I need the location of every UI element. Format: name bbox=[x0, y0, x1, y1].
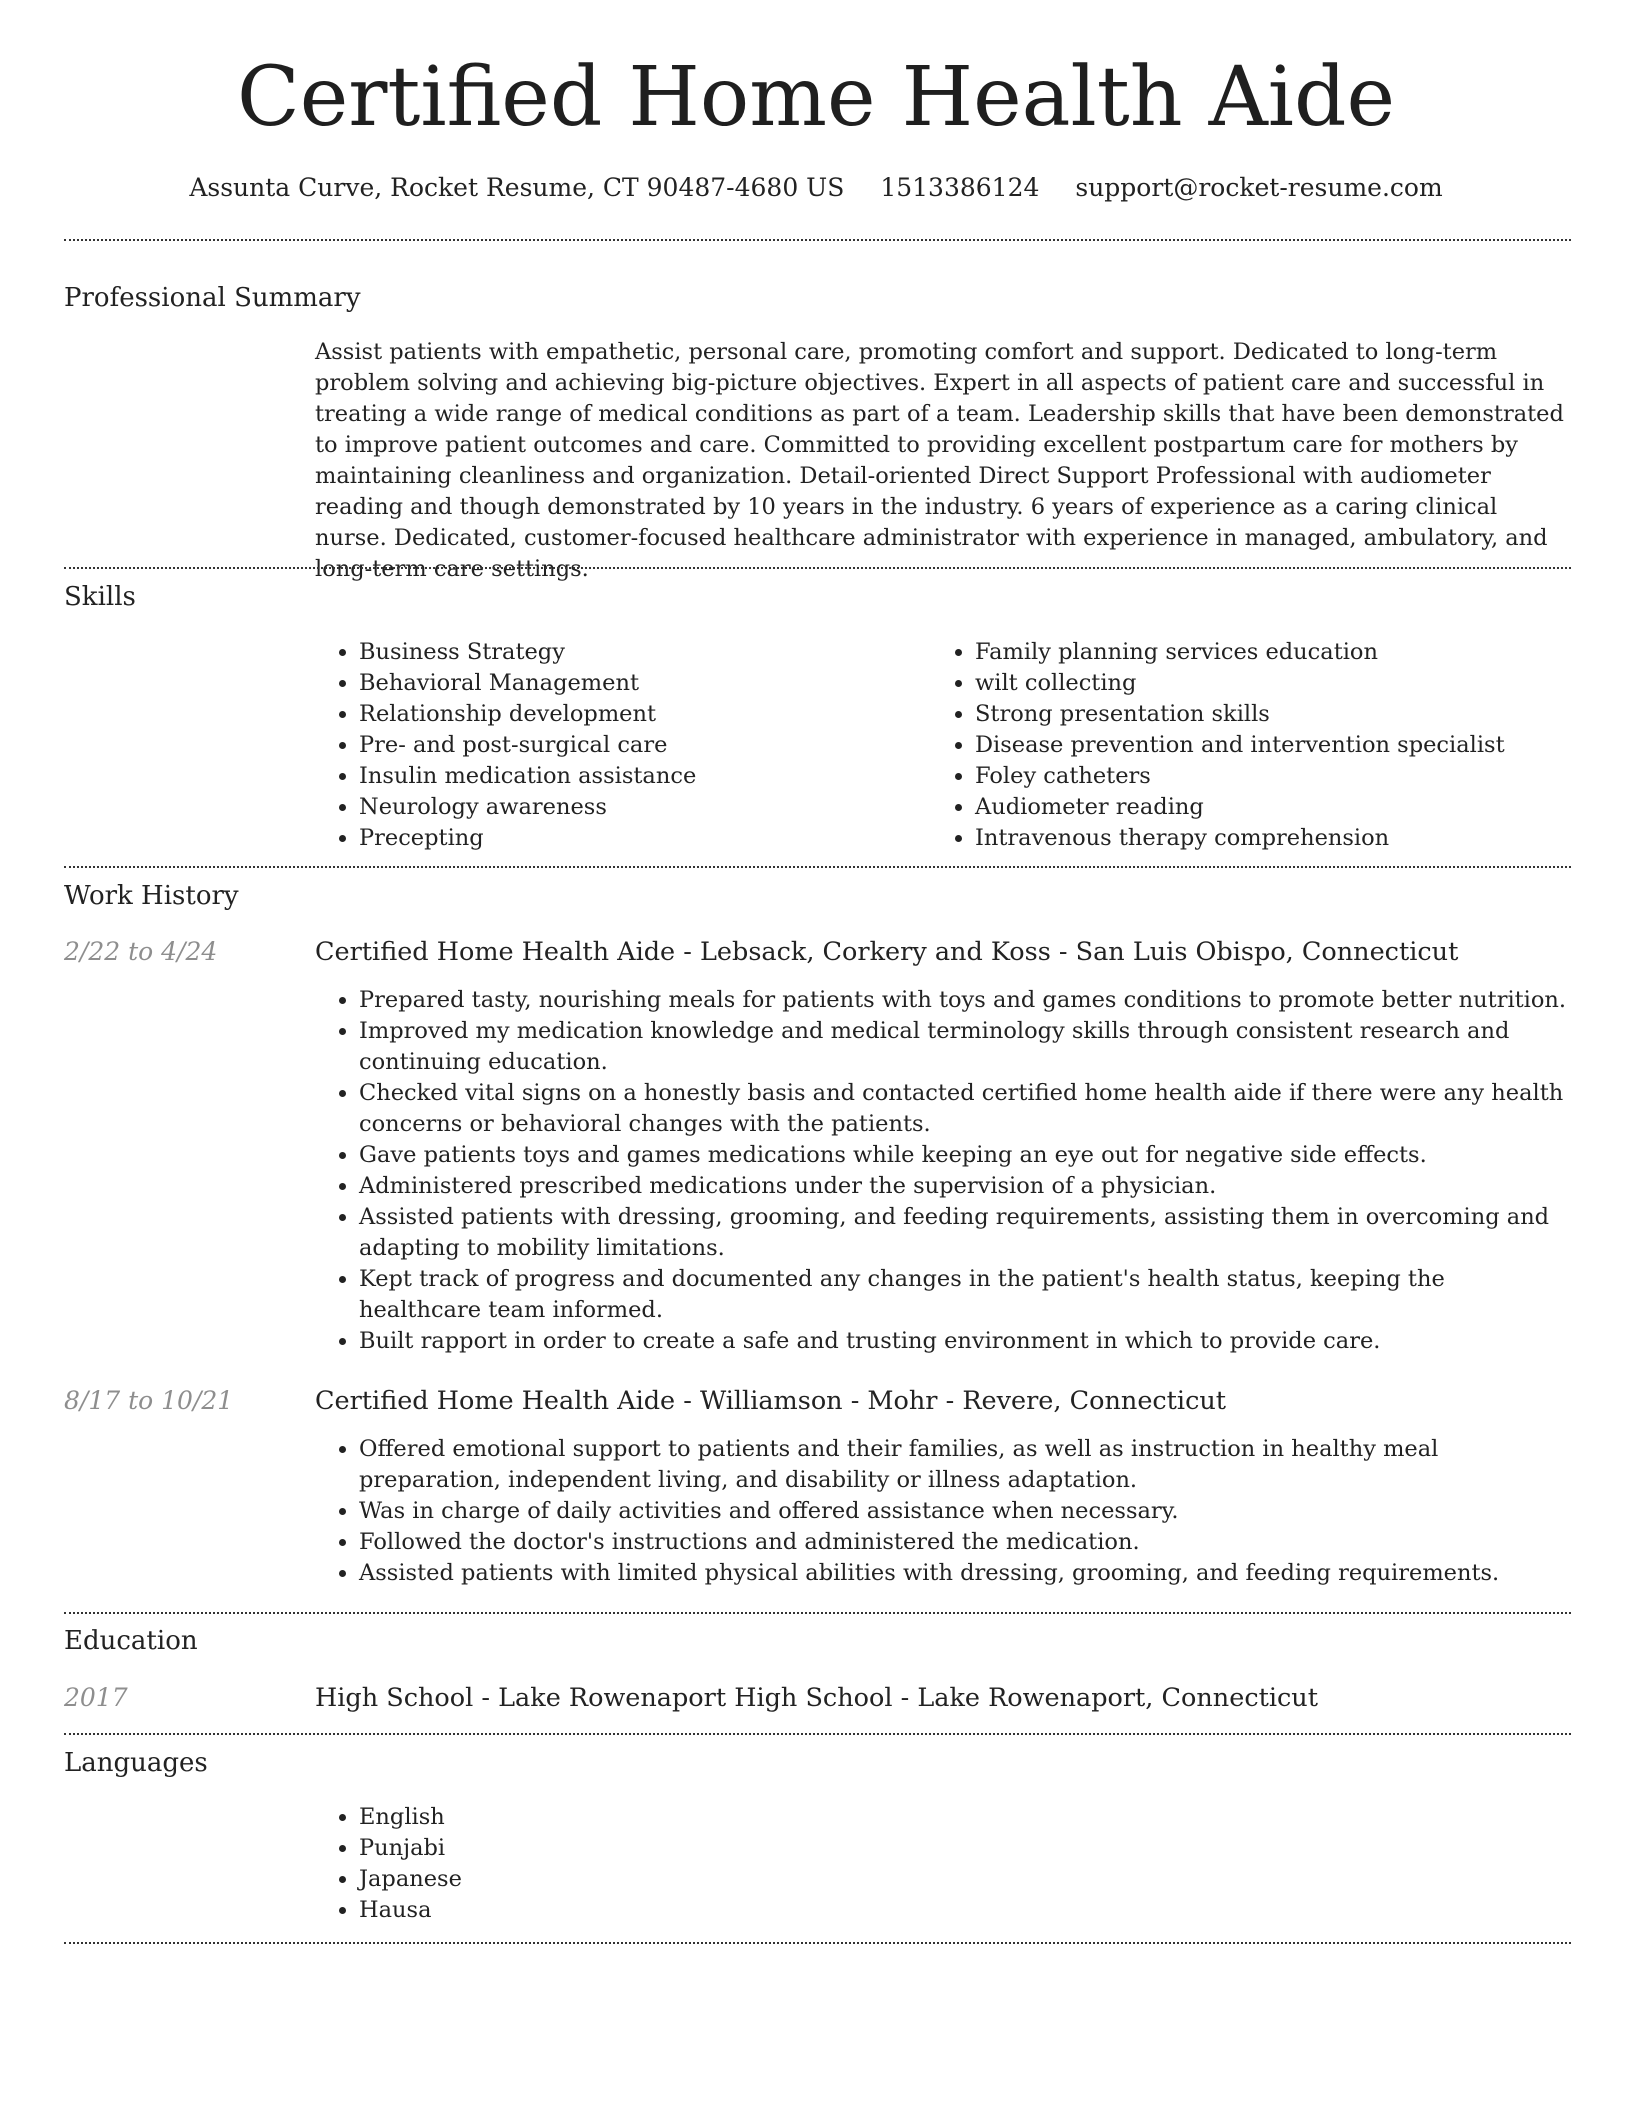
job-duty-item: • Followed the doctor's instructions and administered the medication. bbox=[359, 1527, 1571, 1558]
job-duties bbox=[315, 985, 1571, 1357]
contact-email: support@rocket-resume.com bbox=[1075, 173, 1443, 202]
education-heading: Education bbox=[64, 1626, 198, 1656]
job-heading: Certified Home Health Aide - Lebsack, Corkery and Koss - San Luis Obispo, Connecticut bbox=[315, 937, 1459, 967]
section-divider bbox=[64, 567, 1571, 569]
education-entry: High School - Lake Rowenaport High School - Lake Rowenaport, Connecticut bbox=[315, 1683, 1318, 1713]
language-item: • Hausa bbox=[359, 1895, 1571, 1926]
skill-item: • Strong presentation skills bbox=[975, 699, 1571, 730]
job-duty-item: • Prepared tasty, nourishing meals for patients with toys and games conditions to promote better nutrition. bbox=[359, 985, 1571, 1016]
job-heading: Certified Home Health Aide - Williamson - Mohr - Revere, Connecticut bbox=[315, 1386, 1227, 1416]
skill-item: • Family planning services education bbox=[975, 637, 1571, 668]
job-dates: 8/17 to 10/21 bbox=[64, 1386, 234, 1415]
skill-item: • Intravenous therapy comprehension bbox=[975, 823, 1571, 854]
candidate-title: Certified Home Health Aide bbox=[236, 50, 1396, 145]
skill-item: • Business Strategy bbox=[359, 637, 915, 668]
skill-item: • Neurology awareness bbox=[359, 792, 915, 823]
education-year: 2017 bbox=[64, 1683, 128, 1712]
section-divider bbox=[64, 1612, 1571, 1614]
job-duty-item: • Gave patients toys and games medications while keeping an eye out for negative side effects. bbox=[359, 1140, 1571, 1171]
job-duty-item: • Built rapport in order to create a safe and trusting environment in which to provide care. bbox=[359, 1326, 1571, 1357]
skills-heading: Skills bbox=[64, 582, 136, 612]
section-divider bbox=[64, 1733, 1571, 1735]
languages-heading: Languages bbox=[64, 1748, 208, 1778]
job-duties bbox=[315, 1434, 1571, 1589]
job-duty-item: • Assisted patients with limited physical abilities with dressing, grooming, and feeding requirements. bbox=[359, 1558, 1571, 1589]
summary-body bbox=[315, 337, 1571, 585]
language-item: • English bbox=[359, 1802, 1571, 1833]
job-duty-item: • Administered prescribed medications under the supervision of a physician. bbox=[359, 1171, 1571, 1202]
language-item: • Japanese bbox=[359, 1864, 1571, 1895]
contact-address: Assunta Curve, Rocket Resume, CT 90487-4680 US bbox=[189, 173, 845, 202]
job-duty-item: • Kept track of progress and documented any changes in the patient's health status, keeping the healthcare team informed. bbox=[359, 1264, 1571, 1326]
job-dates: 2/22 to 4/24 bbox=[64, 937, 218, 966]
skill-item: • Pre- and post-surgical care bbox=[359, 730, 915, 761]
section-divider bbox=[64, 866, 1571, 868]
contact-phone: 1513386124 bbox=[880, 173, 1040, 202]
job-duty-item: • Improved my medication knowledge and medical terminology skills through consistent research and continuing education. bbox=[359, 1016, 1571, 1078]
section-divider bbox=[64, 239, 1571, 241]
job-duty-item: • Offered emotional support to patients and their families, as well as instruction in healthy meal preparation, independent living, and disability or illness adaptation. bbox=[359, 1434, 1571, 1496]
work-history-heading: Work History bbox=[64, 881, 239, 911]
job-duty-item: • Was in charge of daily activities and offered assistance when necessary. bbox=[359, 1496, 1571, 1527]
skill-item: • Foley catheters bbox=[975, 761, 1571, 792]
language-item: • Punjabi bbox=[359, 1833, 1571, 1864]
job-duty-item: • Checked vital signs on a honestly basis and contacted certified home health aide if there were any health concerns or behavioral changes with the patients. bbox=[359, 1078, 1571, 1140]
section-divider bbox=[64, 1942, 1571, 1944]
skill-item: • Disease prevention and intervention specialist bbox=[975, 730, 1571, 761]
contact-line bbox=[0, 170, 1632, 206]
skills-column-left bbox=[315, 637, 915, 854]
skill-item: • Relationship development bbox=[359, 699, 915, 730]
skills-column-right bbox=[931, 637, 1571, 854]
skill-item: • wilt collecting bbox=[975, 668, 1571, 699]
summary-heading: Professional Summary bbox=[64, 283, 361, 313]
skill-item: • Behavioral Management bbox=[359, 668, 915, 699]
summary-text: Assist patients with empathetic, personal care, promoting comfort and support. Dedicated to long-term problem solving and achieving big-picture objectives. Expert in all aspects of patient care and successful in treating a wide range of medical conditions as part of a team. Leadership skills that have been demonstrated to improve patient outcomes and care. Committed to providing excellent postpartum care for mothers by maintaining cleanliness and organization. Detail-oriented Direct Support Professional with audiometer reading and though demonstrated by 10 years in the industry. 6 years of experience as a caring clinical nurse. Dedicated, customer-focused healthcare administrator with experience in managed, ambulatory, and long-term care settings. bbox=[315, 339, 1564, 582]
skill-item: • Audiometer reading bbox=[975, 792, 1571, 823]
languages-list bbox=[315, 1802, 1571, 1926]
job-duty-item: • Assisted patients with dressing, grooming, and feeding requirements, assisting them in overcoming and adapting to mobility limitations. bbox=[359, 1202, 1571, 1264]
skill-item: • Precepting bbox=[359, 823, 915, 854]
skill-item: • Insulin medication assistance bbox=[359, 761, 915, 792]
